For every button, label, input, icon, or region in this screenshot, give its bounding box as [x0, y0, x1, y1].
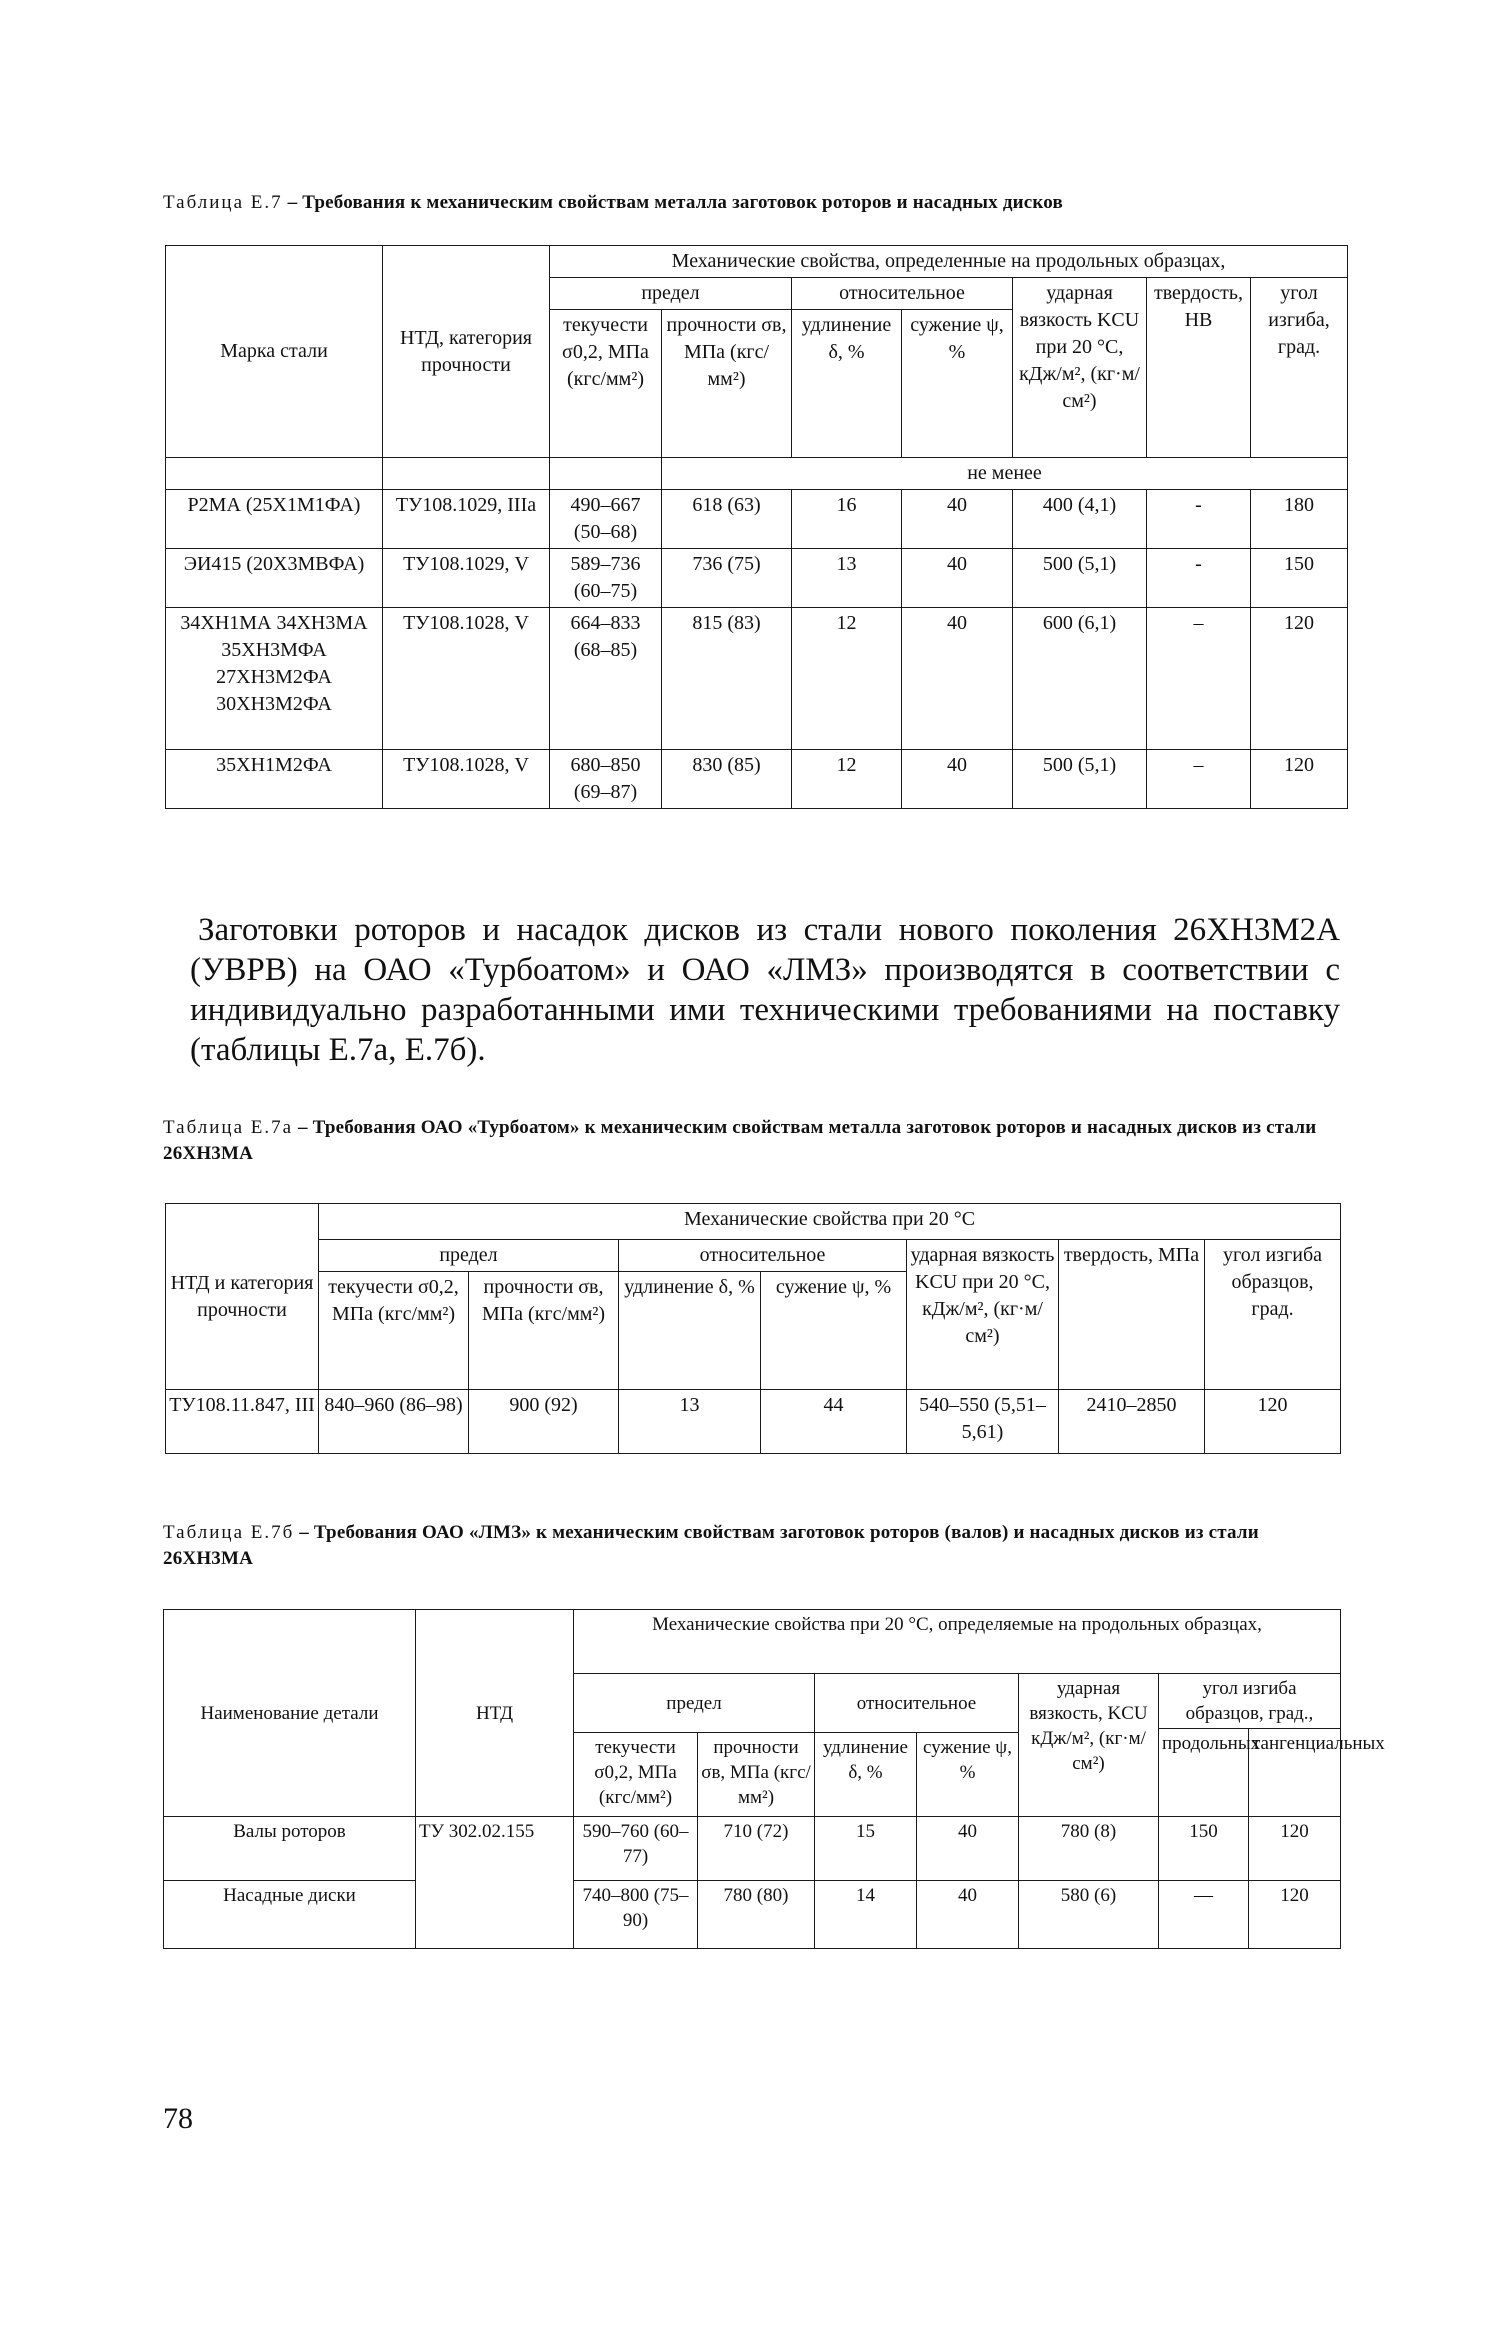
- cell-reduction: 44: [761, 1390, 907, 1454]
- cell-part: Валы роторов: [164, 1817, 416, 1881]
- cell-hardness: –: [1147, 608, 1251, 750]
- cell-reduction: 40: [917, 1817, 1019, 1881]
- cell-elongation: 15: [815, 1817, 917, 1881]
- cell-tangential: 120: [1249, 1817, 1341, 1881]
- cell-elongation: 13: [619, 1390, 761, 1454]
- cell-reduction: 40: [902, 750, 1013, 809]
- cell-tensile: 780 (80): [698, 1881, 815, 1949]
- col-header-limit: предел: [574, 1674, 815, 1733]
- col-header-yield: текучести σ0,2, МПа (кгс/мм²): [550, 310, 662, 458]
- col-header-mech: Механические свойства при 20 °С: [319, 1204, 1341, 1240]
- cell-bend: 120: [1251, 750, 1348, 809]
- cell-hardness: -: [1147, 549, 1251, 608]
- cell-reduction: 40: [902, 490, 1013, 549]
- table-e7-caption: [163, 190, 1343, 216]
- cell-impact: 500 (5,1): [1013, 549, 1147, 608]
- col-header-grade: Марка стали: [166, 246, 383, 458]
- col-header-relative: относительное: [792, 278, 1013, 310]
- cell-elongation: 12: [792, 750, 902, 809]
- col-header-tensile: прочности σв, МПа (кгс/мм²): [662, 310, 792, 458]
- cell-longitudinal: 150: [1159, 1817, 1249, 1881]
- col-header-not-less: не менее: [662, 458, 1348, 490]
- cell-tensile: 618 (63): [662, 490, 792, 549]
- cell-longitudinal: —: [1159, 1881, 1249, 1949]
- table-e7a: [165, 1203, 1341, 1454]
- cell-bend: 150: [1251, 549, 1348, 608]
- cell-grade: 34ХН1МА 34ХН3МА 35ХН3МФА 27ХН3М2ФА 30ХН3М2ФА: [166, 608, 383, 750]
- cell-bend: 120: [1205, 1390, 1341, 1454]
- col-header-longitudinal: продольных: [1159, 1729, 1249, 1817]
- col-header-bend: угол изгиба образцов, град.,: [1159, 1674, 1341, 1729]
- cell-tangential: 120: [1249, 1881, 1341, 1949]
- table-e7a-caption: [163, 1115, 1343, 1167]
- col-header-reduction: сужение ψ, %: [761, 1272, 907, 1390]
- col-header-reduction: сужение ψ, %: [917, 1733, 1019, 1817]
- col-header-yield: текучести σ0,2, МПа (кгс/мм²): [319, 1272, 469, 1390]
- cell-ntd: ТУ108.1029, IIIа: [383, 490, 550, 549]
- cell-ntd: ТУ 302.02.155: [416, 1817, 574, 1949]
- cell-ntd: ТУ108.11.847, III: [166, 1390, 319, 1454]
- cell-reduction: 40: [917, 1881, 1019, 1949]
- col-header-reduction: сужение ψ, %: [902, 310, 1013, 458]
- table-row: [166, 750, 1348, 809]
- cell-yield: 840–960 (86–98): [319, 1390, 469, 1454]
- col-header-ntd: НТД: [416, 1610, 574, 1817]
- table-row: [166, 1390, 1341, 1454]
- cell-reduction: 40: [902, 608, 1013, 750]
- cell-tensile: 710 (72): [698, 1817, 815, 1881]
- body-paragraph: Заготовки роторов и насадок дисков из стали нового поколения 26ХН3М2А (УВРВ) на ОАО «Турбоатом» и ОАО «ЛМЗ» производятся в соответствии с индивидуально разработанными ими техническими требованиями на поставку (таблицы Е.7а, Е.7б).: [190, 912, 1340, 1068]
- cell-elongation: 12: [792, 608, 902, 750]
- table-row: [166, 608, 1348, 750]
- cell-yield: 590–760 (60–77): [574, 1817, 698, 1881]
- cell-reduction: 40: [902, 549, 1013, 608]
- cell-ntd: ТУ108.1029, V: [383, 549, 550, 608]
- col-header-tensile: прочности σв, МПа (кгс/мм²): [469, 1272, 619, 1390]
- cell-hardness: –: [1147, 750, 1251, 809]
- col-header-ntd: НТД, категория прочности: [383, 246, 550, 458]
- col-header-yield: текучести σ0,2, МПа (кгс/мм²): [574, 1733, 698, 1817]
- col-header-impact: ударная вязкость, KCU кДж/м², (кг·м/см²): [1019, 1674, 1159, 1817]
- cell-tensile: 830 (85): [662, 750, 792, 809]
- table-e7b-caption: [163, 1520, 1343, 1572]
- cell-yield: 589–736 (60–75): [550, 549, 662, 608]
- col-header-relative: относительное: [619, 1240, 907, 1272]
- cell-impact: 400 (4,1): [1013, 490, 1147, 549]
- cell-hardness: -: [1147, 490, 1251, 549]
- col-header-limit: предел: [550, 278, 792, 310]
- col-header-bend: угол изгиба, град.: [1251, 278, 1348, 458]
- col-header-part: Наименование детали: [164, 1610, 416, 1817]
- cell-yield: 680–850 (69–87): [550, 750, 662, 809]
- cell-impact: 580 (6): [1019, 1881, 1159, 1949]
- col-header-elongation: удлинение δ, %: [792, 310, 902, 458]
- col-header-impact: ударная вязкость KCU при 20 °С, кДж/м², (кг·м/см²): [1013, 278, 1147, 458]
- cell-yield: 490–667 (50–68): [550, 490, 662, 549]
- col-header-hardness: твердость, НВ: [1147, 278, 1251, 458]
- cell-bend: 120: [1251, 608, 1348, 750]
- cell-tensile: 736 (75): [662, 549, 792, 608]
- caption-label: Таблица Е.7а: [163, 1117, 294, 1138]
- caption-text: – Требования ОАО «Турбоатом» к механическим свойствам металла заготовок роторов и насадных дисков из стали 26ХН3МА: [163, 1117, 1317, 1164]
- table-e7b: [163, 1609, 1385, 1949]
- cell-part: Насадные диски: [164, 1881, 416, 1949]
- cell-impact: 540–550 (5,51–5,61): [907, 1390, 1059, 1454]
- caption-text: – Требования ОАО «ЛМЗ» к механическим свойствам заготовок роторов (валов) и насадных дисков из стали 26ХН3МА: [163, 1522, 1259, 1569]
- col-header-elongation: удлинение δ, %: [815, 1733, 917, 1817]
- table-row: [166, 549, 1348, 608]
- cell-tensile: 815 (83): [662, 608, 792, 750]
- cell-ntd: ТУ108.1028, V: [383, 750, 550, 809]
- cell-elongation: 14: [815, 1881, 917, 1949]
- col-header-tangential: тангенциальных: [1249, 1729, 1341, 1817]
- table-e7: [165, 245, 1348, 809]
- caption-text: – Требования к механическим свойствам металла заготовок роторов и насадных дисков: [287, 192, 1063, 213]
- col-header-impact: ударная вязкость KCU при 20 °С, кДж/м², (кг·м/см²): [907, 1240, 1059, 1390]
- caption-label: Таблица Е.7: [163, 192, 283, 213]
- cell-impact: 500 (5,1): [1013, 750, 1147, 809]
- table-row: [164, 1881, 1341, 1949]
- cell-tensile: 900 (92): [469, 1390, 619, 1454]
- cell-impact: 600 (6,1): [1013, 608, 1147, 750]
- col-header-limit: предел: [319, 1240, 619, 1272]
- page-number: 78: [163, 2102, 193, 2135]
- cell-elongation: 16: [792, 490, 902, 549]
- cell-ntd: ТУ108.1028, V: [383, 608, 550, 750]
- cell-bend: 180: [1251, 490, 1348, 549]
- col-header-tensile: прочности σв, МПа (кгс/мм²): [698, 1733, 815, 1817]
- table-row: [164, 1817, 1341, 1881]
- cell-grade: 35ХН1М2ФА: [166, 750, 383, 809]
- col-header-elongation: удлинение δ, %: [619, 1272, 761, 1390]
- caption-label: Таблица Е.7б: [163, 1522, 295, 1543]
- col-header-hardness: твердость, МПа: [1059, 1240, 1205, 1390]
- cell-elongation: 13: [792, 549, 902, 608]
- cell-impact: 780 (8): [1019, 1817, 1159, 1881]
- cell-yield: 740–800 (75–90): [574, 1881, 698, 1949]
- col-header-relative: относительное: [815, 1674, 1019, 1733]
- cell-grade: ЭИ415 (20Х3МВФА): [166, 549, 383, 608]
- cell-grade: Р2МА (25Х1М1ФА): [166, 490, 383, 549]
- col-header-bend: угол изгиба образцов, град.: [1205, 1240, 1341, 1390]
- cell-yield: 664–833 (68–85): [550, 608, 662, 750]
- cell-hardness: 2410–2850: [1059, 1390, 1205, 1454]
- table-row: [166, 490, 1348, 549]
- col-header-mech: Механические свойства при 20 °С, определяемые на продольных образцах,: [574, 1610, 1341, 1674]
- col-header-ntd: НТД и категория прочности: [166, 1204, 319, 1390]
- col-header-mech: Механические свойства, определенные на продольных образцах,: [550, 246, 1348, 278]
